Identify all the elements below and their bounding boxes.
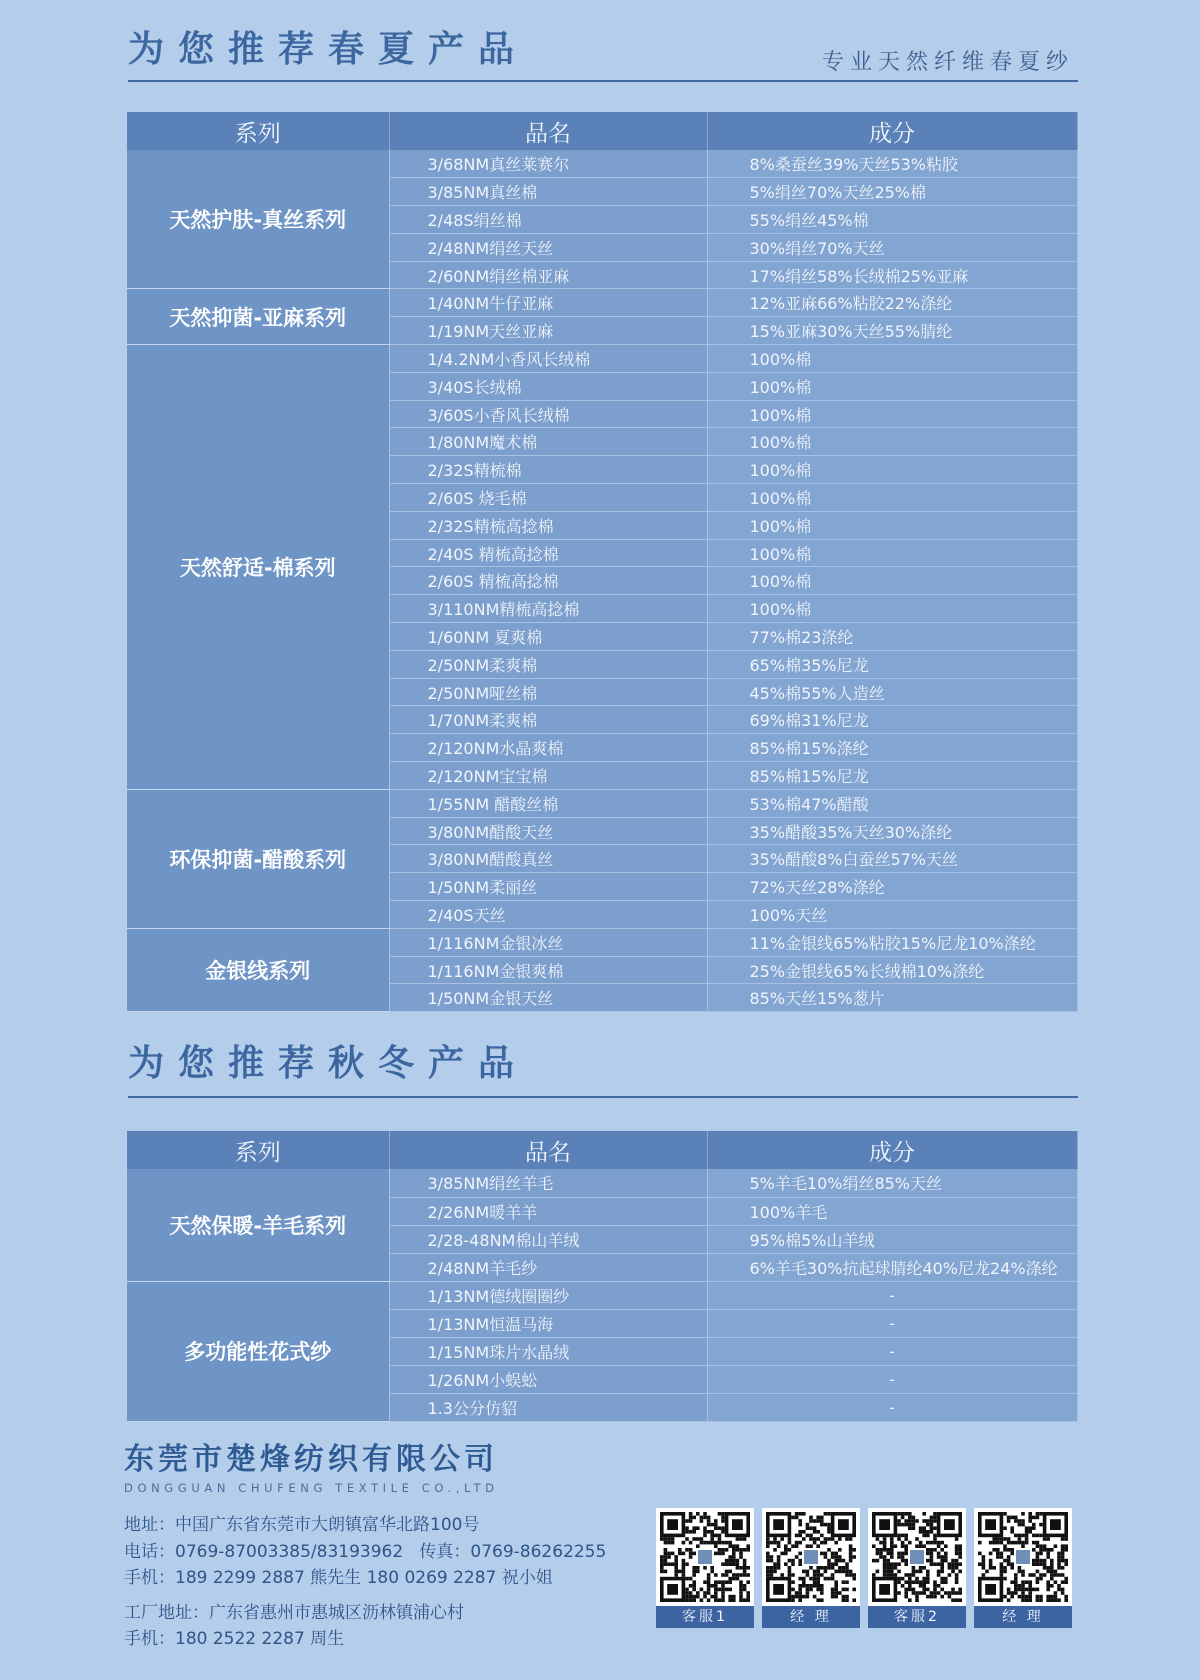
composition-cell: - — [707, 1393, 1077, 1421]
table-row — [127, 150, 1077, 178]
qr-code-service-2[interactable] — [868, 1508, 966, 1628]
series-cell: 天然保暖-羊毛系列 — [127, 1169, 389, 1281]
composition-cell: 100%棉 — [707, 539, 1077, 567]
col-header-series: 系列 — [127, 112, 389, 150]
composition-cell: - — [707, 1309, 1077, 1337]
table-header-row — [127, 1131, 1077, 1169]
composition-cell: 69%棉31%尼龙 — [707, 706, 1077, 734]
composition-cell: 85%天丝15%葱片 — [707, 984, 1077, 1012]
spring-section-title: 为您推荐春夏产品 — [128, 29, 529, 70]
composition-cell: 95%棉5%山羊绒 — [707, 1225, 1077, 1253]
product-name-cell: 3/60S小香风长绒棉 — [389, 400, 707, 428]
product-name-cell: 2/48NM羊毛纱 — [389, 1253, 707, 1281]
table-row — [127, 289, 1077, 317]
spring-section-header — [128, 28, 1078, 82]
autumn-section-header — [128, 1042, 1078, 1098]
product-name-cell: 1/26NM小蜈蚣 — [389, 1365, 707, 1393]
composition-cell: - — [707, 1365, 1077, 1393]
series-cell: 环保抑菌-醋酸系列 — [127, 789, 389, 928]
qr-label: 经 理 — [762, 1606, 860, 1628]
composition-cell: 77%棉23涤纶 — [707, 623, 1077, 651]
product-name-cell: 2/28-48NM棉山羊绒 — [389, 1225, 707, 1253]
product-name-cell: 1/116NM金银爽棉 — [389, 956, 707, 984]
autumn-product-table — [127, 1131, 1078, 1422]
product-name-cell: 2/40S天丝 — [389, 901, 707, 929]
product-name-cell: 2/26NM暖羊羊 — [389, 1197, 707, 1225]
composition-cell: 100%棉 — [707, 567, 1077, 595]
composition-cell: 45%棉55%人造丝 — [707, 678, 1077, 706]
product-name-cell: 1/40NM牛仔亚麻 — [389, 289, 707, 317]
composition-cell: 15%亚麻30%天丝55%腈纶 — [707, 317, 1077, 345]
qr-label: 经 理 — [974, 1606, 1072, 1628]
spring-product-table — [127, 112, 1078, 1012]
qr-code-icon — [656, 1508, 754, 1606]
spring-section-subtitle: 专业天然纤维春夏纱 — [821, 50, 1074, 75]
table-row — [127, 1281, 1077, 1309]
product-name-cell: 2/120NM水晶爽棉 — [389, 734, 707, 762]
product-name-cell: 3/85NM绢丝羊毛 — [389, 1169, 707, 1197]
product-name-cell: 1/13NM德绒圈圈纱 — [389, 1281, 707, 1309]
composition-cell: 100%棉 — [707, 484, 1077, 512]
product-name-cell: 1/116NM金银冰丝 — [389, 928, 707, 956]
product-name-cell: 1/13NM恒温马海 — [389, 1309, 707, 1337]
composition-cell: 100%羊毛 — [707, 1197, 1077, 1225]
product-name-cell: 1/50NM金银天丝 — [389, 984, 707, 1012]
qr-label: 客服2 — [868, 1606, 966, 1628]
product-name-cell: 1/70NM柔爽棉 — [389, 706, 707, 734]
composition-cell: 53%棉47%醋酸 — [707, 789, 1077, 817]
composition-cell: 100%棉 — [707, 595, 1077, 623]
col-header-name: 品名 — [389, 1131, 707, 1169]
table-row — [127, 928, 1077, 956]
phone-fax-line — [124, 1539, 644, 1566]
composition-cell: 100%棉 — [707, 428, 1077, 456]
composition-cell: - — [707, 1337, 1077, 1365]
composition-cell: 100%棉 — [707, 400, 1077, 428]
product-name-cell: 1/80NM魔术棉 — [389, 428, 707, 456]
col-header-composition: 成分 — [707, 1131, 1077, 1169]
product-name-cell: 3/68NM真丝莱赛尔 — [389, 150, 707, 178]
composition-cell: 25%金银线65%长绒棉10%涤纶 — [707, 956, 1077, 984]
product-name-cell: 1/60NM 夏爽棉 — [389, 623, 707, 651]
composition-cell: 100%棉 — [707, 345, 1077, 373]
product-name-cell: 1/15NM珠片水晶绒 — [389, 1337, 707, 1365]
product-name-cell: 1/19NM天丝亚麻 — [389, 317, 707, 345]
address-line: 地址：中国广东省东莞市大朗镇富华北路100号 — [124, 1515, 480, 1535]
product-name-cell: 1/4.2NM小香风长绒棉 — [389, 345, 707, 373]
product-name-cell: 2/48S绢丝棉 — [389, 206, 707, 234]
composition-cell: 8%桑蚕丝39%天丝53%粘胶 — [707, 150, 1077, 178]
composition-cell: 100%棉 — [707, 511, 1077, 539]
composition-cell: 17%绢丝58%长绒棉25%亚麻 — [707, 261, 1077, 289]
qr-code-icon — [868, 1508, 966, 1606]
product-name-cell: 2/32S精梳高捻棉 — [389, 511, 707, 539]
composition-cell: 35%醋酸8%白蚕丝57%天丝 — [707, 845, 1077, 873]
company-name-cn: 东莞市楚烽纺织有限公司 — [124, 1442, 498, 1477]
fax-text: 传真：0769-86262255 — [419, 1541, 607, 1562]
composition-cell: 72%天丝28%涤纶 — [707, 873, 1077, 901]
table-header-row — [127, 112, 1077, 150]
composition-cell: 100%棉 — [707, 456, 1077, 484]
composition-cell: 6%羊毛30%抗起球腈纶40%尼龙24%涤纶 — [707, 1253, 1077, 1281]
product-name-cell: 3/40S长绒棉 — [389, 372, 707, 400]
qr-code-manager-1[interactable] — [762, 1508, 860, 1628]
composition-cell: 85%棉15%尼龙 — [707, 762, 1077, 790]
col-header-series: 系列 — [127, 1131, 389, 1169]
product-name-cell: 3/110NM精梳高捻棉 — [389, 595, 707, 623]
product-name-cell: 3/80NM醋酸天丝 — [389, 817, 707, 845]
contact-info — [124, 1512, 644, 1653]
factory-address-line: 工厂地址：广东省惠州市惠城区沥林镇浦心村 — [124, 1602, 464, 1623]
product-name-cell: 1/50NM柔丽丝 — [389, 873, 707, 901]
product-name-cell: 2/50NM哑丝棉 — [389, 678, 707, 706]
composition-cell: 11%金银线65%粘胶15%尼龙10%涤纶 — [707, 928, 1077, 956]
qr-code-icon — [762, 1508, 860, 1606]
qr-code-icon — [974, 1508, 1072, 1606]
table-row — [127, 1169, 1077, 1197]
series-cell: 金银线系列 — [127, 928, 389, 1011]
product-name-cell: 2/48NM绢丝天丝 — [389, 233, 707, 261]
qr-code-service-1[interactable] — [656, 1508, 754, 1628]
qr-code-manager-2[interactable] — [974, 1508, 1072, 1628]
table-row — [127, 345, 1077, 373]
composition-cell: 35%醋酸35%天丝30%涤纶 — [707, 817, 1077, 845]
product-name-cell: 2/32S精梳棉 — [389, 456, 707, 484]
composition-cell: 100%天丝 — [707, 901, 1077, 929]
series-cell: 天然舒适-棉系列 — [127, 345, 389, 790]
autumn-section-title: 为您推荐秋冬产品 — [128, 1043, 529, 1084]
product-name-cell: 1/55NM 醋酸丝棉 — [389, 789, 707, 817]
series-cell: 天然抑菌-亚麻系列 — [127, 289, 389, 345]
product-name-cell: 2/60S 精梳高捻棉 — [389, 567, 707, 595]
company-name-en: DONGGUAN CHUFENG TEXTILE CO.,LTD — [124, 1481, 499, 1495]
mobile-line: 手机：189 2299 2887 熊先生 180 0269 2287 祝小姐 — [124, 1568, 553, 1588]
table-row — [127, 789, 1077, 817]
composition-cell: 12%亚麻66%粘胶22%涤纶 — [707, 289, 1077, 317]
product-name-cell: 2/60NM绢丝棉亚麻 — [389, 261, 707, 289]
composition-cell: - — [707, 1281, 1077, 1309]
product-name-cell: 2/40S 精梳高捻棉 — [389, 539, 707, 567]
composition-cell: 55%绢丝45%棉 — [707, 206, 1077, 234]
product-name-cell: 2/60S 烧毛棉 — [389, 484, 707, 512]
product-name-cell: 1.3公分仿貂 — [389, 1393, 707, 1421]
composition-cell: 65%棉35%尼龙 — [707, 650, 1077, 678]
composition-cell: 85%棉15%涤纶 — [707, 734, 1077, 762]
phone-text: 电话：0769-87003385/83193962 — [124, 1541, 404, 1562]
composition-cell: 5%绢丝70%天丝25%棉 — [707, 178, 1077, 206]
composition-cell: 30%绢丝70%天丝 — [707, 233, 1077, 261]
qr-label: 客服1 — [656, 1606, 754, 1628]
product-name-cell: 2/50NM柔爽棉 — [389, 650, 707, 678]
product-name-cell: 3/85NM真丝棉 — [389, 178, 707, 206]
series-cell: 天然护肤-真丝系列 — [127, 150, 389, 289]
series-cell: 多功能性花式纱 — [127, 1281, 389, 1421]
product-name-cell: 2/120NM宝宝棉 — [389, 762, 707, 790]
factory-mobile-line: 手机：180 2522 2287 周生 — [124, 1629, 345, 1649]
col-header-name: 品名 — [389, 112, 707, 150]
company-block — [124, 1442, 644, 1496]
product-name-cell: 3/80NM醋酸真丝 — [389, 845, 707, 873]
composition-cell: 100%棉 — [707, 372, 1077, 400]
col-header-composition: 成分 — [707, 112, 1077, 150]
composition-cell: 5%羊毛10%绢丝85%天丝 — [707, 1169, 1077, 1197]
